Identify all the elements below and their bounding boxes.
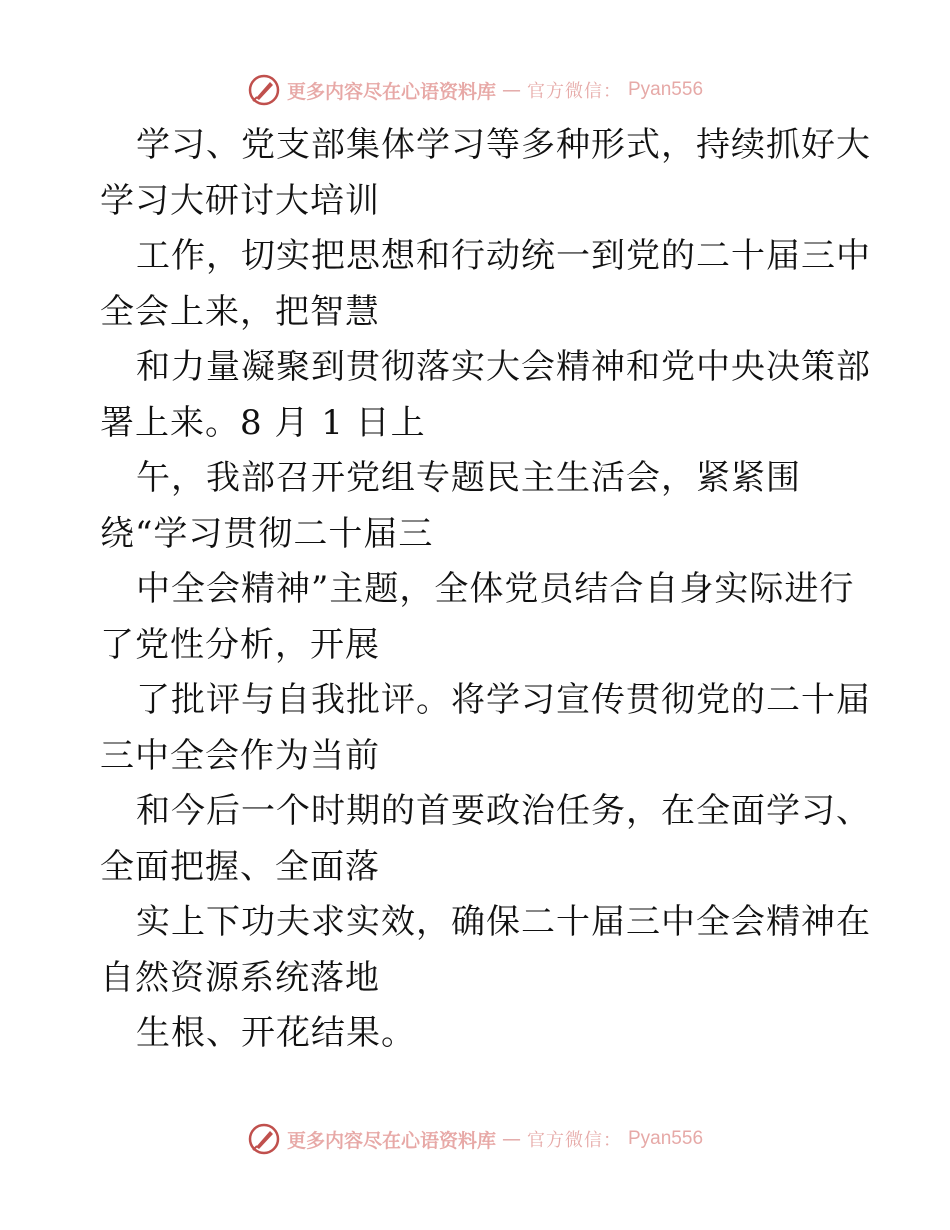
watermark-main-text: 更多内容尽在心语资料库 — [286, 1129, 496, 1152]
body-line: 了批评与自我批评。将学习宣传贯彻党的二十届 — [136, 680, 871, 720]
body-line: 午，我部召开党组专题民主生活会，紧紧围 — [136, 458, 801, 498]
body-line: 实上下功夫求实效，确保二十届三中全会精神在 — [136, 902, 871, 942]
body-line: 和今后一个时期的首要政治任务，在全面学习、 — [136, 791, 871, 831]
watermark-main-text: 更多内容尽在心语资料库 — [286, 80, 496, 103]
body-line: 工作，切实把思想和行动统一到党的二十届三中 — [136, 236, 871, 276]
body-line: 三中全会作为当前 — [100, 735, 380, 776]
body-line: 全面把握、全面落 — [100, 846, 380, 887]
watermark-wechat-id: Pyan556 — [628, 1128, 704, 1149]
body-line: 自然资源系统落地 — [100, 957, 380, 998]
body-line: 生根、开花结果。 — [136, 1013, 416, 1053]
watermark-dash: — — [502, 79, 521, 101]
footer-watermark — [0, 1121, 950, 1157]
body-line: 署上来。8 月 1 日上 — [100, 402, 426, 443]
header-watermark — [0, 72, 950, 108]
quill-pen-logo-icon — [247, 73, 281, 107]
body-line: 了党性分析，开展 — [100, 624, 380, 665]
body-line: 绕“学习贯彻二十届三 — [100, 513, 434, 554]
body-line: 学习、党支部集体学习等多种形式，持续抓好大 — [136, 125, 871, 165]
watermark-wechat-id: Pyan556 — [628, 79, 704, 100]
body-line: 全会上来，把智慧 — [100, 291, 380, 332]
watermark-wechat-label: 官方微信： — [527, 81, 622, 102]
body-line: 学习大研讨大培训 — [100, 180, 380, 221]
watermark-dash: — — [502, 1128, 521, 1150]
body-line: 和力量凝聚到贯彻落实大会精神和党中央决策部 — [136, 347, 871, 387]
watermark-wechat-label: 官方微信： — [527, 1130, 622, 1151]
quill-pen-logo-icon — [247, 1122, 281, 1156]
document-body — [100, 118, 871, 1062]
body-line: 中全会精神”主题，全体党员结合自身实际进行 — [136, 569, 855, 609]
